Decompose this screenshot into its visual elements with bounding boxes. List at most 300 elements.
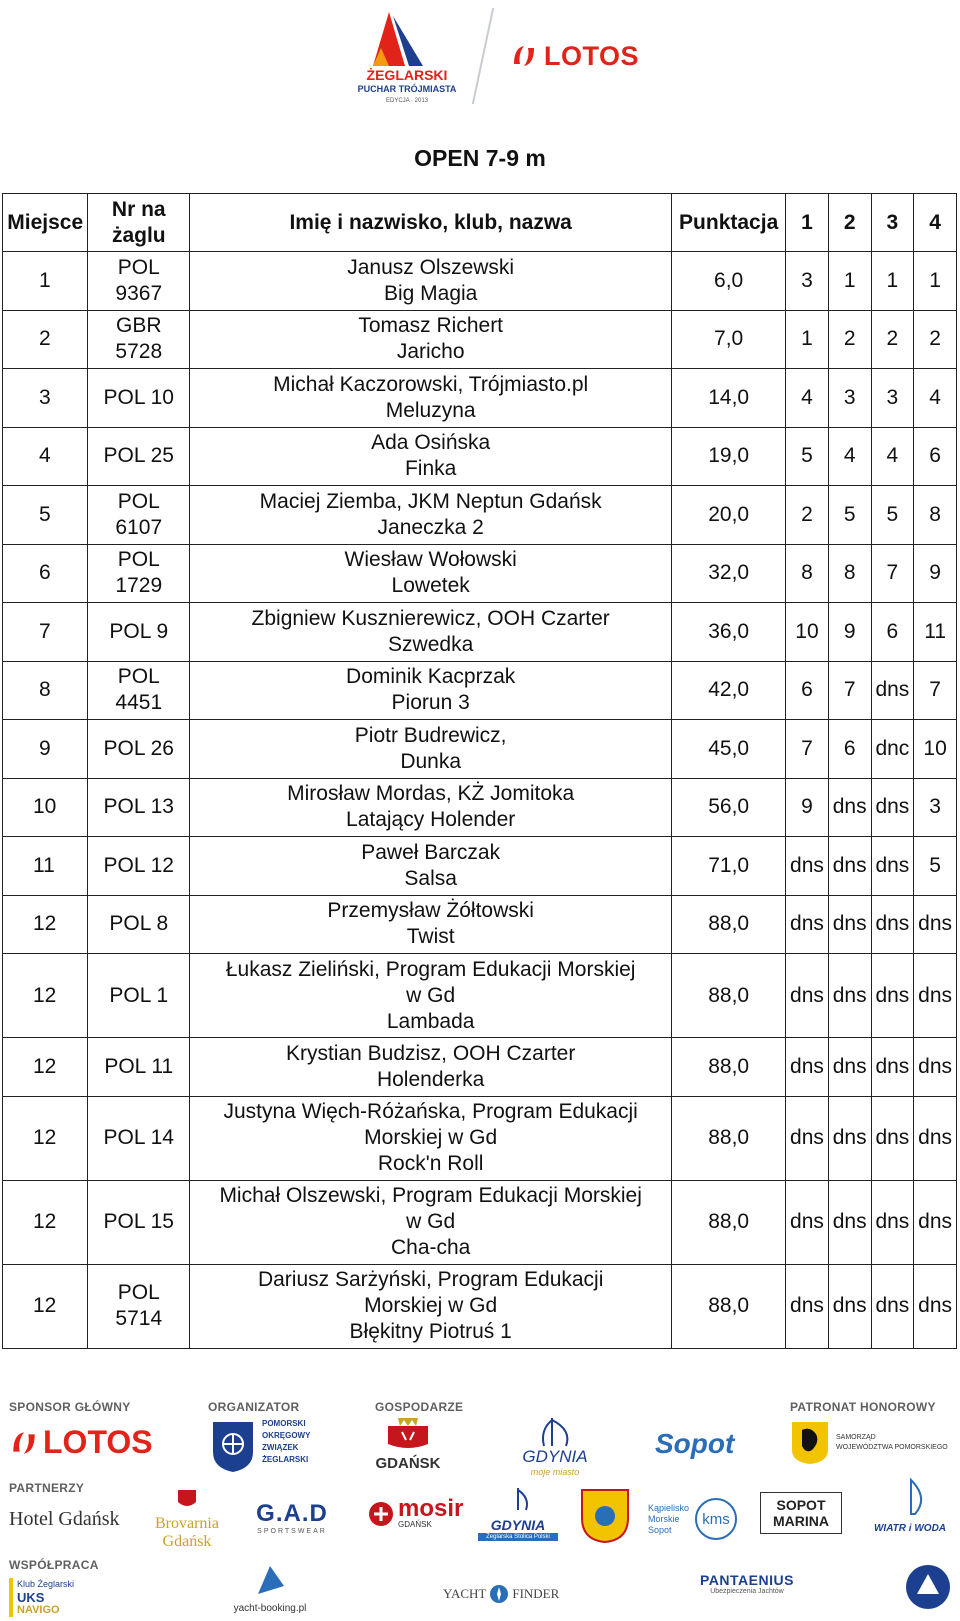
lotos-flower-icon bbox=[9, 1428, 39, 1458]
cell-sail-number bbox=[88, 954, 190, 1038]
sopot-marina-line1: SOPOT bbox=[776, 1497, 826, 1513]
cell-race-4: dns bbox=[914, 895, 957, 954]
cell-race-2: 2 bbox=[828, 310, 871, 369]
gad-sub: SPORTSWEAR bbox=[257, 1528, 327, 1535]
cell-sail-number bbox=[88, 486, 190, 545]
cell-race-1: dns bbox=[786, 1096, 829, 1180]
cell-name bbox=[190, 1180, 672, 1264]
mosir-icon bbox=[368, 1501, 394, 1527]
cell-race-1: dns bbox=[786, 895, 829, 954]
cell-sail-number bbox=[88, 252, 190, 311]
cell-place: 5 bbox=[3, 486, 88, 545]
cell-race-3: dns bbox=[871, 778, 914, 837]
cell-sail-number bbox=[88, 369, 190, 428]
cell-sail-number bbox=[88, 720, 190, 779]
kms-badge: kms bbox=[695, 1498, 737, 1540]
pomorski-crest-icon bbox=[208, 1418, 258, 1474]
name-line: Latający Holender bbox=[346, 808, 516, 832]
cell-race-4: 9 bbox=[914, 544, 957, 603]
cell-points: 88,0 bbox=[672, 1096, 786, 1180]
sail-number-line: GBR bbox=[116, 314, 162, 338]
cell-race-1: 5 bbox=[786, 427, 829, 486]
griffin-crest-icon bbox=[790, 1420, 830, 1466]
cell-name bbox=[190, 369, 672, 428]
table-header-row bbox=[3, 194, 957, 252]
cell-points: 42,0 bbox=[672, 661, 786, 720]
sponsor-footer bbox=[0, 1388, 960, 1621]
name-line: Rock'n Roll bbox=[377, 1152, 484, 1175]
cell-race-2: dns bbox=[828, 954, 871, 1038]
lotos-flower-icon bbox=[510, 42, 538, 70]
samorzad-line2: WOJEWÓDZTWA POMORSKIEGO bbox=[836, 1444, 948, 1451]
gdansk-text: GDAŃSK bbox=[375, 1455, 441, 1472]
cell-race-4: 6 bbox=[914, 427, 957, 486]
cell-race-4: dns bbox=[914, 954, 957, 1038]
sail-number-line: POL 14 bbox=[103, 1126, 174, 1149]
north-sails-icon bbox=[905, 1564, 951, 1615]
sail-number-line: 9367 bbox=[115, 281, 163, 305]
cell-points: 14,0 bbox=[672, 369, 786, 428]
cell-name bbox=[190, 544, 672, 603]
sail-number-line: 6107 bbox=[115, 515, 163, 539]
cell-race-3: dns bbox=[871, 837, 914, 896]
pantaenius-sub: Ubezpieczenia Jachtów bbox=[710, 1588, 784, 1595]
cell-sail-number bbox=[88, 661, 190, 720]
cell-race-1: dns bbox=[786, 954, 829, 1038]
cell-race-2: 7 bbox=[828, 661, 871, 720]
cell-points: 88,0 bbox=[672, 954, 786, 1038]
cell-race-4: dns bbox=[914, 1096, 957, 1180]
cell-place: 7 bbox=[3, 603, 88, 662]
cell-place: 9 bbox=[3, 720, 88, 779]
sopot-marina-logo bbox=[760, 1492, 842, 1534]
table-row bbox=[3, 252, 957, 311]
name-line: Szwedka bbox=[388, 632, 474, 656]
sail-number-line: 5714 bbox=[115, 1307, 163, 1330]
cell-race-1: dns bbox=[786, 1038, 829, 1097]
cell-race-3: 6 bbox=[871, 603, 914, 662]
cell-sail-number bbox=[88, 427, 190, 486]
cell-race-4: 3 bbox=[914, 778, 957, 837]
cell-race-4: 5 bbox=[914, 837, 957, 896]
name-line: w Gd bbox=[406, 1210, 456, 1233]
header-divider bbox=[472, 8, 494, 104]
name-line: Morskiej w Gd bbox=[364, 1294, 498, 1317]
cell-name bbox=[190, 661, 672, 720]
cell-race-1: dns bbox=[786, 837, 829, 896]
cell-name bbox=[190, 486, 672, 545]
name-line: Twist bbox=[406, 925, 455, 949]
name-line: Błękitny Piotruś 1 bbox=[349, 1320, 512, 1343]
name-line: Przemysław Żółtowski bbox=[327, 899, 534, 923]
gdynia-sub: moje miasto bbox=[530, 1467, 580, 1477]
section-partners: PARTNERZY bbox=[9, 1481, 85, 1495]
cell-race-4: 1 bbox=[914, 252, 957, 311]
samorzad-logo bbox=[790, 1420, 948, 1466]
cell-race-3: 2 bbox=[871, 310, 914, 369]
section-organizer: ORGANIZATOR bbox=[208, 1400, 300, 1414]
sopot-marina-line2: MARINA bbox=[773, 1513, 829, 1529]
section-honorary: PATRONAT HONOROWY bbox=[790, 1400, 936, 1414]
name-line: Paweł Barczak bbox=[361, 840, 501, 864]
cell-race-4: 8 bbox=[914, 486, 957, 545]
table-row bbox=[3, 954, 957, 1038]
gdynia-sail-icon-2 bbox=[498, 1486, 538, 1512]
header-race-3: 3 bbox=[871, 194, 914, 252]
cell-sail-number bbox=[88, 895, 190, 954]
table-row bbox=[3, 310, 957, 369]
brovarnia-logo bbox=[155, 1488, 219, 1551]
sail-number-line: POL 1 bbox=[109, 983, 169, 1007]
cell-race-1: dns bbox=[786, 1180, 829, 1264]
pomorski-line3: ZWIĄZEK bbox=[262, 1443, 299, 1452]
uks-line3: NAVIGO bbox=[17, 1604, 60, 1616]
cell-name bbox=[190, 1038, 672, 1097]
sail-number-line: POL 25 bbox=[103, 444, 174, 468]
cell-race-1: 8 bbox=[786, 544, 829, 603]
cell-race-1: 7 bbox=[786, 720, 829, 779]
name-line: Lambada bbox=[386, 1009, 475, 1033]
windsurf-sail-icon bbox=[885, 1478, 935, 1518]
samorzad-line1: SAMORZĄD bbox=[836, 1434, 876, 1441]
cell-race-3: dns bbox=[871, 1264, 914, 1348]
cell-sail-number bbox=[88, 544, 190, 603]
cell-sail-number bbox=[88, 837, 190, 896]
cell-name bbox=[190, 1096, 672, 1180]
name-line: Meluzyna bbox=[385, 398, 476, 422]
header-sail-number bbox=[88, 194, 190, 252]
sail-number-line: POL 13 bbox=[103, 795, 174, 819]
name-line: Dunka bbox=[400, 749, 462, 773]
pantaenius-text: PANTAENIUS bbox=[700, 1572, 794, 1588]
cell-race-3: dnc bbox=[871, 720, 914, 779]
cell-race-2: dns bbox=[828, 895, 871, 954]
cell-race-2: dns bbox=[828, 778, 871, 837]
gdynia-logo bbox=[512, 1416, 598, 1477]
samorzad-text bbox=[836, 1433, 948, 1453]
cell-race-3: 3 bbox=[871, 369, 914, 428]
cell-race-1: 3 bbox=[786, 252, 829, 311]
cell-place: 11 bbox=[3, 837, 88, 896]
cell-race-3: 4 bbox=[871, 427, 914, 486]
cell-race-2: 9 bbox=[828, 603, 871, 662]
gdynia2-text: GDYNIA bbox=[490, 1517, 546, 1533]
table-row bbox=[3, 837, 957, 896]
sail-number-line: 1729 bbox=[115, 574, 163, 598]
page-title: OPEN 7-9 m bbox=[414, 145, 546, 171]
name-line: Cha-cha bbox=[390, 1236, 471, 1259]
yacht-booking-text: yacht-booking.pl bbox=[233, 1603, 307, 1614]
cell-points: 6,0 bbox=[672, 252, 786, 311]
name-line: Piorun 3 bbox=[391, 691, 470, 715]
header-race-2: 2 bbox=[828, 194, 871, 252]
cell-points: 32,0 bbox=[672, 544, 786, 603]
event-logo-line2: PUCHAR TRÓJMIASTA bbox=[357, 84, 457, 94]
name-line: Łukasz Zieliński, Program Edukacji Morskiej bbox=[225, 957, 636, 981]
cell-points: 45,0 bbox=[672, 720, 786, 779]
yacht-finder-right: FINDER bbox=[512, 1586, 560, 1601]
sail-number-line: POL 12 bbox=[103, 853, 174, 877]
uks-line2: UKS bbox=[17, 1590, 45, 1605]
cell-name bbox=[190, 778, 672, 837]
cell-points: 71,0 bbox=[672, 837, 786, 896]
pomorski-line4: ŻEGLARSKI bbox=[262, 1455, 309, 1464]
cell-points: 20,0 bbox=[672, 486, 786, 545]
cell-name bbox=[190, 895, 672, 954]
brovarnia-crest-icon bbox=[176, 1488, 198, 1510]
cell-race-2: 8 bbox=[828, 544, 871, 603]
table-row bbox=[3, 1096, 957, 1180]
cell-race-1: 9 bbox=[786, 778, 829, 837]
hotel-gdansk-logo: Hotel Gdańsk bbox=[9, 1508, 120, 1530]
cell-race-3: 5 bbox=[871, 486, 914, 545]
kms-logo bbox=[648, 1498, 737, 1540]
sail-number-line: POL 26 bbox=[103, 736, 174, 760]
sail-number-line: POL bbox=[117, 255, 160, 279]
cell-race-3: dns bbox=[871, 895, 914, 954]
cell-race-2: dns bbox=[828, 1264, 871, 1348]
name-line: Ada Osińska bbox=[371, 431, 491, 455]
kms-line2: Morskie bbox=[648, 1513, 680, 1524]
name-line: Salsa bbox=[404, 866, 457, 890]
gdansk-crest-icon bbox=[384, 1416, 432, 1452]
cell-sail-number bbox=[88, 1264, 190, 1348]
brovarnia-line2: Gdańsk bbox=[162, 1533, 212, 1550]
zeglarski-puchar-logo bbox=[345, 8, 470, 104]
cell-name bbox=[190, 954, 672, 1038]
header-place: Miejsce bbox=[3, 194, 88, 252]
cell-place: 2 bbox=[3, 310, 88, 369]
cell-race-2: dns bbox=[828, 1096, 871, 1180]
table-row bbox=[3, 544, 957, 603]
lotos-logo-header bbox=[510, 38, 639, 74]
name-line: Piotr Budrewicz, bbox=[354, 723, 507, 747]
lotos-logo bbox=[9, 1424, 153, 1461]
header-sail-line2: żaglu bbox=[111, 223, 166, 247]
wiatr-woda-logo bbox=[870, 1478, 950, 1534]
event-logo-line1: ŻEGLARSKI bbox=[366, 67, 448, 83]
gdynia2-sub: Żeglarska Stolica Polski bbox=[478, 1533, 558, 1541]
cell-points: 36,0 bbox=[672, 603, 786, 662]
name-line: Mirosław Mordas, KŻ Jomitoka bbox=[287, 782, 575, 806]
name-line: Janeczka 2 bbox=[377, 515, 484, 539]
name-line: Dariusz Sarżyński, Program Edukacji bbox=[257, 1268, 604, 1291]
mosir-logo bbox=[368, 1495, 464, 1529]
sail-number-line: POL bbox=[117, 548, 160, 572]
page-header bbox=[0, 0, 960, 115]
cell-race-1: 1 bbox=[786, 310, 829, 369]
sail-number-line: POL 15 bbox=[103, 1210, 174, 1233]
uks-line1: Klub Żeglarski bbox=[17, 1579, 75, 1589]
cell-race-4: dns bbox=[914, 1264, 957, 1348]
cell-race-2: 3 bbox=[828, 369, 871, 428]
event-logo-line3: EDYCJA · 2013 bbox=[385, 98, 429, 104]
pomorski-text bbox=[262, 1418, 310, 1466]
cell-place: 12 bbox=[3, 954, 88, 1038]
cell-race-4: 4 bbox=[914, 369, 957, 428]
cell-place: 10 bbox=[3, 778, 88, 837]
header-race-4: 4 bbox=[914, 194, 957, 252]
name-line: Finka bbox=[404, 457, 457, 481]
cell-points: 56,0 bbox=[672, 778, 786, 837]
yacht-booking-sail-icon bbox=[250, 1564, 290, 1598]
name-line: Morskiej w Gd bbox=[364, 1126, 498, 1149]
cell-sail-number bbox=[88, 310, 190, 369]
cell-race-1: 2 bbox=[786, 486, 829, 545]
name-line: Tomasz Richert bbox=[358, 314, 504, 338]
name-line: Zbigniew Kusznierewicz, OOH Czarter bbox=[251, 606, 610, 630]
table-row bbox=[3, 369, 957, 428]
section-main-sponsor: SPONSOR GŁÓWNY bbox=[9, 1400, 131, 1414]
cell-race-1: 6 bbox=[786, 661, 829, 720]
cell-race-3: dns bbox=[871, 1038, 914, 1097]
yacht-finder-left: YACHT bbox=[443, 1586, 487, 1601]
pomorski-line2: OKRĘGOWY bbox=[262, 1431, 311, 1440]
cell-name bbox=[190, 310, 672, 369]
cell-race-2: 6 bbox=[828, 720, 871, 779]
table-row bbox=[3, 895, 957, 954]
cell-name bbox=[190, 427, 672, 486]
name-line: Michał Kaczorowski, Trójmiasto.pl bbox=[273, 372, 589, 396]
sail-number-line: POL bbox=[117, 665, 160, 689]
sail-number-line: POL 10 bbox=[103, 385, 174, 409]
cell-race-2: 1 bbox=[828, 252, 871, 311]
kms-line1: Kąpielisko bbox=[648, 1502, 690, 1513]
cell-place: 12 bbox=[3, 1264, 88, 1348]
gad-logo bbox=[250, 1500, 334, 1535]
name-line: Justyna Więch-Różańska, Program Edukacji bbox=[223, 1100, 638, 1123]
cell-sail-number bbox=[88, 1096, 190, 1180]
cell-points: 88,0 bbox=[672, 895, 786, 954]
uks-navigo-logo bbox=[9, 1578, 78, 1617]
header-points: Punktacja bbox=[672, 194, 786, 252]
cell-place: 12 bbox=[3, 1038, 88, 1097]
cell-place: 12 bbox=[3, 895, 88, 954]
cell-race-2: dns bbox=[828, 1038, 871, 1097]
cell-name bbox=[190, 720, 672, 779]
yacht-finder-logo bbox=[443, 1584, 559, 1604]
mosir-text: mosir bbox=[398, 1495, 464, 1522]
cell-race-4: dns bbox=[914, 1180, 957, 1264]
pantaenius-logo bbox=[700, 1572, 794, 1595]
cell-sail-number bbox=[88, 778, 190, 837]
header-race-1: 1 bbox=[786, 194, 829, 252]
cell-race-1: dns bbox=[786, 1264, 829, 1348]
cell-sail-number bbox=[88, 603, 190, 662]
name-line: Holenderka bbox=[376, 1067, 485, 1091]
cell-points: 88,0 bbox=[672, 1180, 786, 1264]
results-body bbox=[3, 252, 957, 1349]
header-name: Imię i nazwisko, klub, nazwa bbox=[190, 194, 672, 252]
cell-points: 19,0 bbox=[672, 427, 786, 486]
cell-race-3: dns bbox=[871, 1180, 914, 1264]
cell-race-4: 10 bbox=[914, 720, 957, 779]
lotos-footer-wordmark: LOTOS bbox=[43, 1424, 153, 1460]
cell-race-3: dns bbox=[871, 954, 914, 1038]
table-row bbox=[3, 778, 957, 837]
sail-number-line: POL bbox=[117, 1281, 160, 1304]
cell-race-2: dns bbox=[828, 1180, 871, 1264]
yacht-finder-compass-icon bbox=[489, 1584, 509, 1604]
cell-race-3: 7 bbox=[871, 544, 914, 603]
table-row bbox=[3, 603, 957, 662]
kms-line3: Sopot bbox=[648, 1524, 672, 1535]
name-line: Lowetek bbox=[391, 574, 470, 598]
cell-name bbox=[190, 252, 672, 311]
cell-race-2: dns bbox=[828, 837, 871, 896]
gdynia-text: GDYNIA bbox=[522, 1447, 588, 1466]
table-row bbox=[3, 720, 957, 779]
name-line: w Gd bbox=[406, 983, 456, 1007]
cell-place: 12 bbox=[3, 1180, 88, 1264]
sail-number-line: 4451 bbox=[115, 691, 163, 715]
sail-number-line: POL 9 bbox=[109, 619, 169, 643]
cell-points: 7,0 bbox=[672, 310, 786, 369]
brovarnia-line1: Brovarnia bbox=[155, 1515, 219, 1532]
sail-number-line: POL 11 bbox=[104, 1054, 174, 1078]
sopot-logo: Sopot bbox=[655, 1428, 735, 1459]
cell-points: 88,0 bbox=[672, 1038, 786, 1097]
table-row bbox=[3, 1180, 957, 1264]
name-line: Big Magia bbox=[383, 281, 478, 305]
name-line: Janusz Olszewski bbox=[347, 255, 515, 279]
cell-place: 1 bbox=[3, 252, 88, 311]
cell-race-4: 2 bbox=[914, 310, 957, 369]
sail-number-line: POL 8 bbox=[109, 912, 169, 936]
cell-race-4: dns bbox=[914, 1038, 957, 1097]
kms-text bbox=[648, 1503, 689, 1536]
table-row bbox=[3, 661, 957, 720]
sopot-sports-badge-icon bbox=[580, 1488, 630, 1549]
cell-points: 88,0 bbox=[672, 1264, 786, 1348]
table-row bbox=[3, 427, 957, 486]
cell-race-1: 10 bbox=[786, 603, 829, 662]
sail-number-line: 5728 bbox=[115, 340, 163, 364]
sail-number-line: POL bbox=[117, 489, 160, 513]
cell-name bbox=[190, 837, 672, 896]
yacht-booking-logo bbox=[230, 1564, 310, 1614]
name-line: Maciej Ziemba, JKM Neptun Gdańsk bbox=[259, 489, 602, 513]
mosir-sub: GDAŃSK bbox=[398, 1520, 432, 1529]
results-table bbox=[2, 193, 957, 1349]
cell-place: 4 bbox=[3, 427, 88, 486]
name-line: Dominik Kacprzak bbox=[346, 665, 516, 689]
name-line: Wiesław Wołowski bbox=[344, 548, 517, 572]
gdynia-zeglarska-logo bbox=[478, 1486, 558, 1541]
cell-place: 6 bbox=[3, 544, 88, 603]
gdansk-logo bbox=[368, 1416, 448, 1472]
table-row bbox=[3, 486, 957, 545]
pomorski-line1: POMORSKI bbox=[262, 1419, 306, 1428]
lotos-wordmark: LOTOS bbox=[544, 40, 640, 71]
cell-place: 12 bbox=[3, 1096, 88, 1180]
name-line: Jaricho bbox=[396, 340, 465, 364]
name-line: Michał Olszewski, Program Edukacji Morskiej bbox=[219, 1184, 642, 1207]
name-line: Krystian Budzisz, OOH Czarter bbox=[285, 1041, 576, 1065]
cell-race-2: 5 bbox=[828, 486, 871, 545]
cell-race-3: dns bbox=[871, 661, 914, 720]
cell-sail-number bbox=[88, 1180, 190, 1264]
table-row bbox=[3, 1038, 957, 1097]
cell-race-4: 11 bbox=[914, 603, 957, 662]
cell-place: 3 bbox=[3, 369, 88, 428]
table-row bbox=[3, 1264, 957, 1348]
cell-race-3: dns bbox=[871, 1096, 914, 1180]
cell-race-4: 7 bbox=[914, 661, 957, 720]
cell-race-3: 1 bbox=[871, 252, 914, 311]
cell-place: 8 bbox=[3, 661, 88, 720]
section-cooperation: WSPÓŁPRACA bbox=[9, 1558, 99, 1572]
